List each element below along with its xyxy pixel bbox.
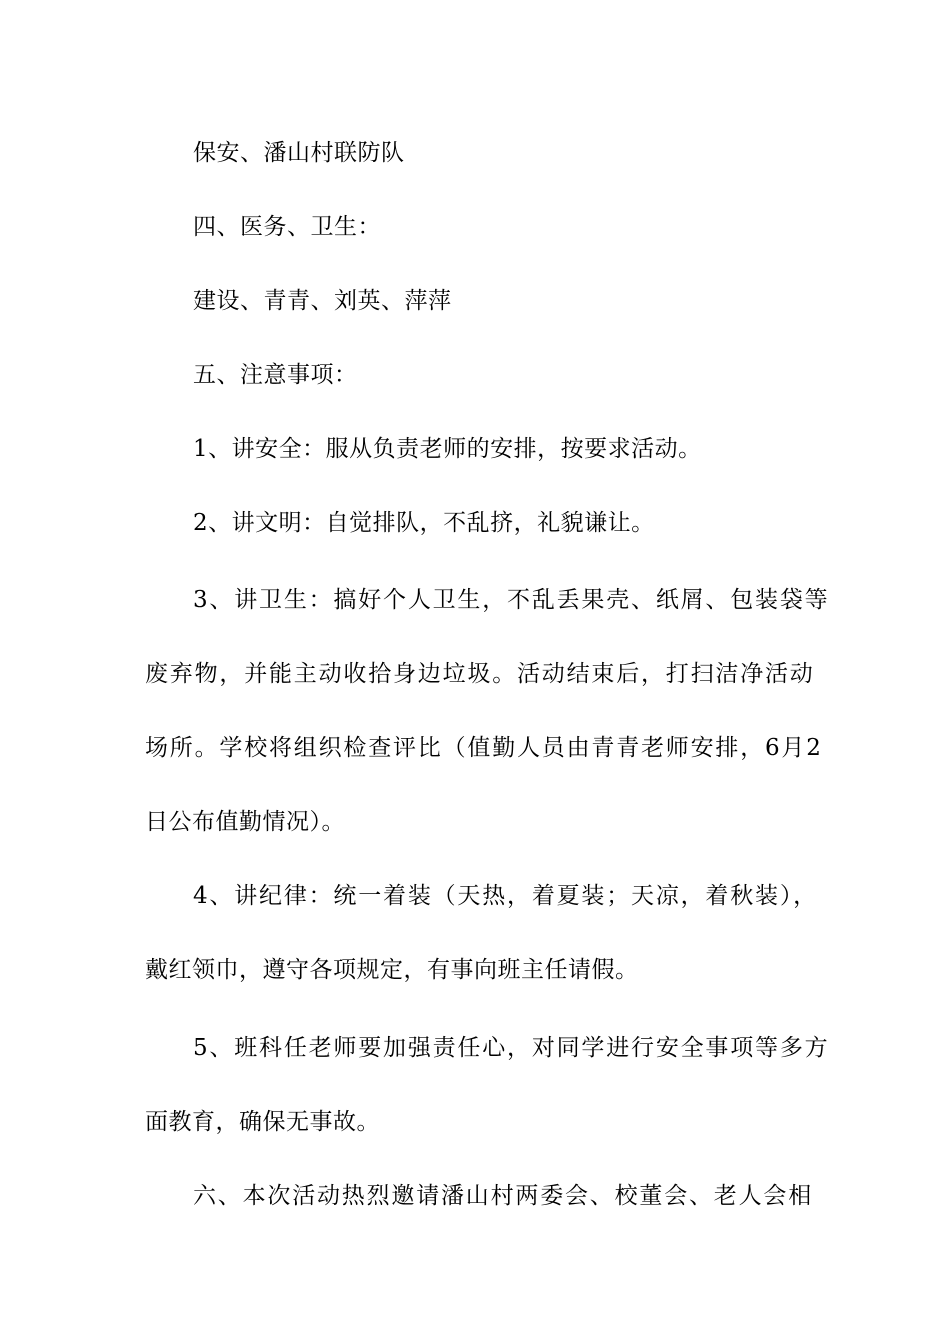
note-teachers-line-2: 面教育，确保无事故。 bbox=[145, 1109, 380, 1135]
note-discipline-line-2: 戴红领巾，遵守各项规定，有事向班主任请假。 bbox=[145, 957, 639, 983]
section-heading-notes: 五、注意事项： bbox=[193, 362, 358, 388]
text-line-security: 保安、潘山村联防队 bbox=[193, 140, 405, 166]
note-hygiene-line-2: 废弃物，并能主动收拾身边垃圾。活动结束后，打扫洁净活动 bbox=[145, 661, 815, 687]
note-teachers-line-1: 5、班科任老师要加强责任心，对同学进行安全事项等多方 bbox=[193, 1035, 830, 1061]
note-civility: 2、讲文明：自觉排队，不乱挤，礼貌谦让。 bbox=[193, 510, 655, 536]
text-line-medical-staff: 建设、青青、刘英、萍萍 bbox=[193, 288, 452, 314]
note-hygiene-line-1: 3、讲卫生：搞好个人卫生，不乱丢果壳、纸屑、包装袋等 bbox=[193, 587, 830, 613]
section-heading-invitation: 六、本次活动热烈邀请潘山村两委会、校董会、老人会相 bbox=[193, 1183, 813, 1209]
section-heading-medical: 四、医务、卫生： bbox=[193, 214, 381, 240]
note-safety: 1、讲安全：服从负责老师的安排，按要求活动。 bbox=[193, 436, 702, 462]
note-discipline-line-1: 4、讲纪律：统一着装（天热，着夏装；天凉，着秋装）， bbox=[193, 883, 818, 909]
note-hygiene-line-3: 场所。学校将组织检查评比（值勤人员由青青老师安排，6月2 bbox=[145, 735, 823, 761]
note-hygiene-line-4: 日公布值勤情况）。 bbox=[145, 809, 345, 835]
